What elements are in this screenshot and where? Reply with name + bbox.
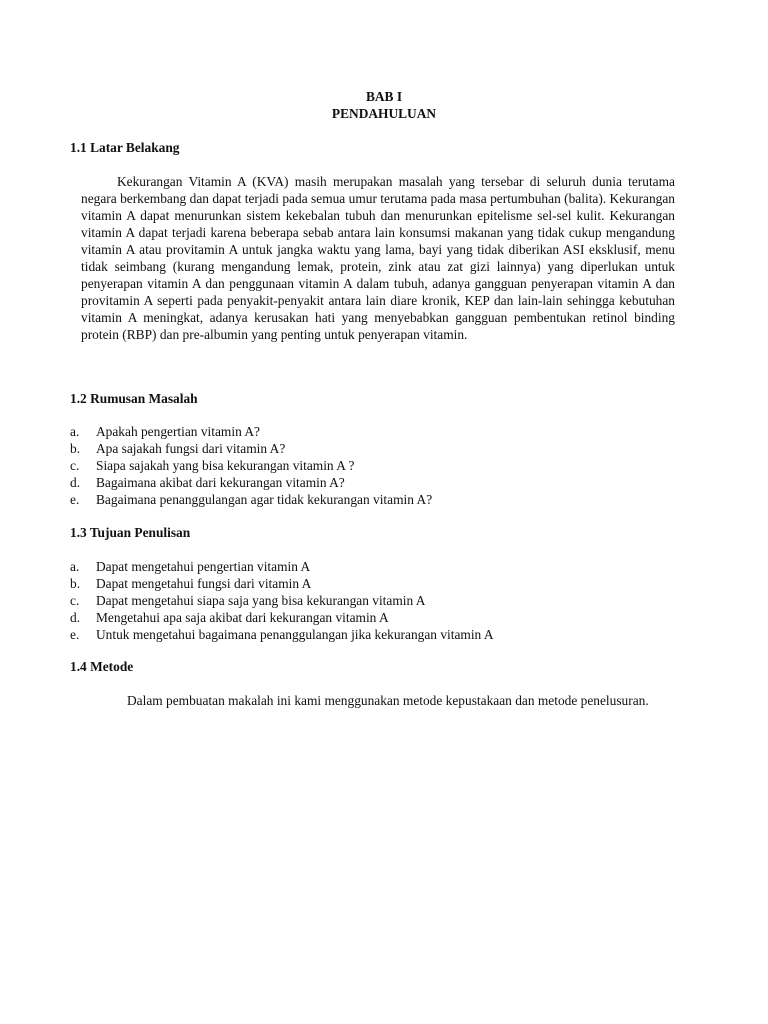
section-heading-latar-belakang: 1.1 Latar Belakang: [70, 140, 180, 155]
list-item: [70, 423, 432, 440]
list-marker: b.: [70, 576, 81, 591]
list-item-text: Apakah pengertian vitamin A?: [96, 424, 260, 439]
list-item: [70, 592, 494, 609]
list-marker: b.: [70, 441, 81, 456]
list-marker: c.: [70, 458, 80, 473]
list-item: [70, 609, 494, 626]
list-item: [70, 558, 494, 575]
section-heading-tujuan-penulisan: 1.3 Tujuan Penulisan: [70, 525, 191, 540]
paragraph-latar-belakang: [81, 173, 675, 343]
section-heading-rumusan-masalah: 1.2 Rumusan Masalah: [70, 391, 198, 406]
list-item-text: Mengetahui apa saja akibat dari kekurangan vitamin A: [96, 610, 389, 625]
list-rumusan-masalah: [70, 423, 432, 508]
list-item-text: Dapat mengetahui pengertian vitamin A: [96, 559, 311, 574]
list-marker: c.: [70, 593, 80, 608]
list-marker: a.: [70, 559, 80, 574]
list-item: [70, 440, 432, 457]
list-item-text: Siapa sajakah yang bisa kekurangan vitamin A ?: [96, 458, 355, 473]
list-tujuan-penulisan: [70, 558, 494, 643]
chapter-title: PENDAHULUAN: [331, 106, 437, 121]
list-item-text: Bagaimana penanggulangan agar tidak kekurangan vitamin A?: [96, 492, 433, 507]
list-item: [70, 626, 494, 643]
list-item: [70, 491, 432, 508]
list-marker: e.: [70, 492, 80, 507]
paragraph-metode: [81, 692, 675, 709]
list-item-text: Dapat mengetahui fungsi dari vitamin A: [96, 576, 312, 591]
list-item-text: Untuk mengetahui bagaimana penanggulangan jika kekurangan vitamin A: [96, 627, 494, 642]
paragraph-text: Kekurangan Vitamin A (KVA) masih merupakan masalah yang tersebar di seluruh dunia terutama negara berkembang dan dapat terjadi pada semua umur terutama pada masa pertumbuhan (balita). Kekurangan vitamin A dapat menurunkan sistem kekebalan tubuh dan menurunkan epitelisme sel-sel kulit. Kekurangan vitamin A dapat terjadi karena beberapa sebab antara lain konsumsi makanan yang tidak cukup mengandung vitamin A atau provitamin A untuk jangka waktu yang lama, bayi yang tidak diberikan ASI eksklusif, menu tidak seimbang (kurang mengandung lemak, protein, zink atau zat gizi lainnya) yang diperlukan untuk penyerapan vitamin A dan penggunaan vitamin A dalam tubuh, adanya gangguan penyerapan vitamin A dan provitamin A seperti pada penyakit-penyakit antara lain diare kronik, KEP dan lain-lain sehingga kebutuhan vitamin A meningkat, adanya kerusakan hati yang menyebabkan gangguan pembentukan retinol binding protein (RBP) dan pre-albumin yang penting untuk penyerapan vitamin.: [81, 174, 675, 342]
list-item-text: Bagaimana akibat dari kekurangan vitamin A?: [96, 475, 345, 490]
chapter-number: BAB I: [365, 89, 403, 104]
list-marker: d.: [70, 475, 81, 490]
list-marker: a.: [70, 424, 80, 439]
list-marker: e.: [70, 627, 80, 642]
section-heading-metode: 1.4 Metode: [70, 659, 134, 674]
list-marker: d.: [70, 610, 81, 625]
list-item: [70, 474, 432, 491]
list-item: [70, 575, 494, 592]
list-item: [70, 457, 432, 474]
list-item-text: Apa sajakah fungsi dari vitamin A?: [96, 441, 286, 456]
paragraph-text: Dalam pembuatan makalah ini kami menggunakan metode kepustakaan dan metode penelusuran.: [127, 693, 649, 708]
list-item-text: Dapat mengetahui siapa saja yang bisa kekurangan vitamin A: [96, 593, 426, 608]
chapter-heading: [0, 88, 768, 122]
